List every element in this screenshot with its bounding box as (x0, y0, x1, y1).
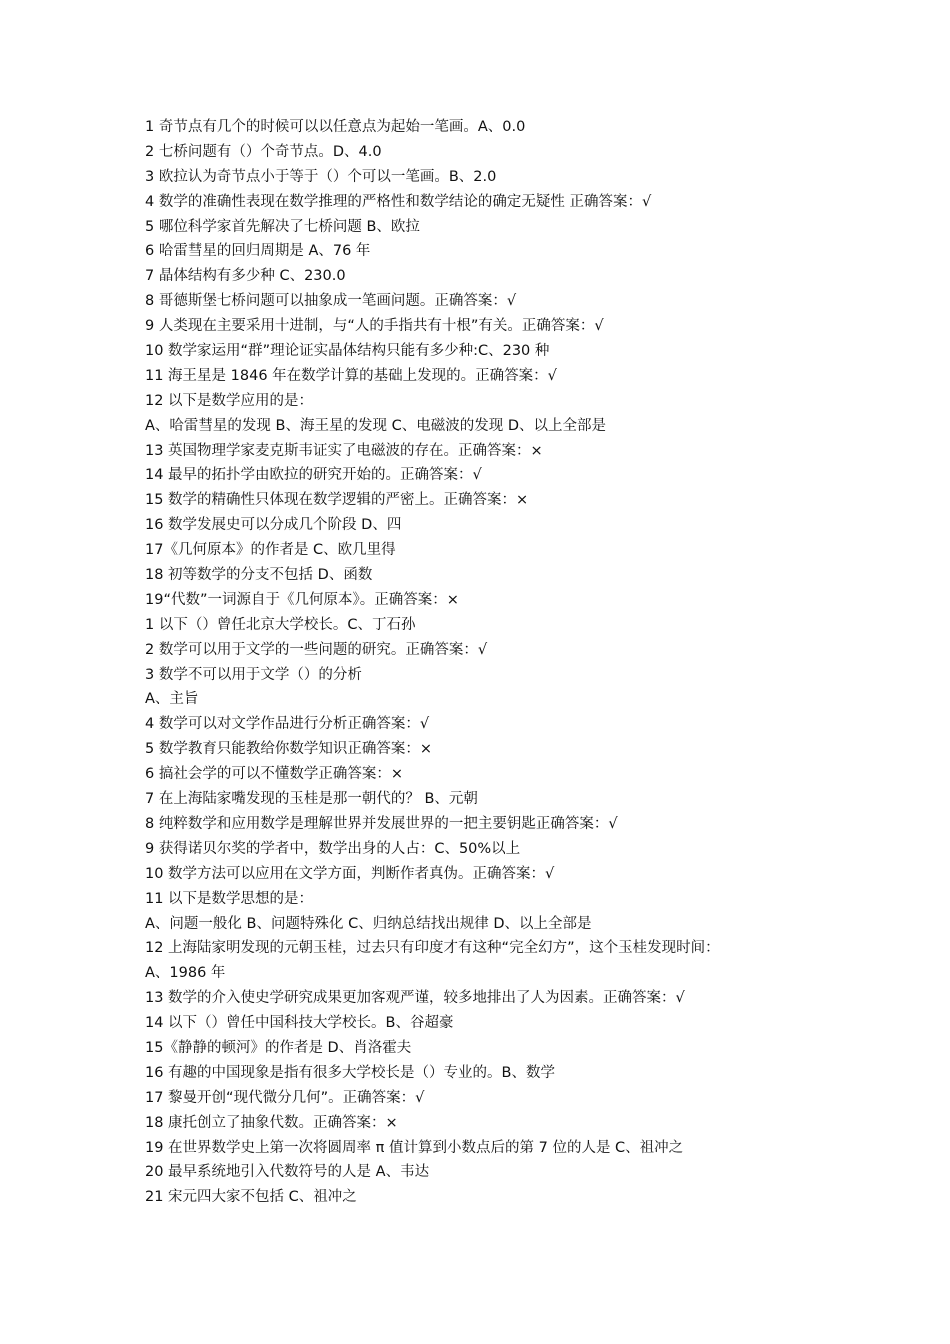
text-line: 2 数学可以用于文学的一些问题的研究。正确答案：√ (145, 641, 488, 658)
text-line: A、问题一般化 B、问题特殊化 C、归纳总结找出规律 D、以上全部是 (145, 915, 592, 932)
text-line: 6 哈雷彗星的回归周期是 A、76 年 (145, 243, 371, 260)
text-line: 18 初等数学的分支不包括 D、函数 (145, 567, 373, 584)
text-line: 9 人类现在主要采用十进制，与“人的手指共有十根”有关。正确答案：√ (145, 318, 604, 335)
text-line: 12 以下是数学应用的是： (145, 392, 314, 409)
text-line: 12 上海陆家明发现的元朝玉桂，过去只有印度才有这种“完全幻方”，这个玉桂发现时间： (145, 940, 720, 957)
text-line: 2 七桥问题有（）个奇节点。D、4.0 (145, 143, 382, 160)
text-line: 4 数学可以对文学作品进行分析正确答案：√ (145, 716, 430, 733)
text-line: 15《静静的顿河》的作者是 D、肖洛霍夫 (145, 1039, 412, 1056)
text-line: 7 晶体结构有多少种 C、230.0 (145, 268, 346, 285)
text-line: A、1986 年 (145, 965, 226, 982)
text-line: 19“代数”一词源自于《几何原本》。正确答案：× (145, 591, 459, 608)
text-line: A、哈雷彗星的发现 B、海王星的发现 C、电磁波的发现 D、以上全部是 (145, 417, 606, 434)
text-line: 17《几何原本》的作者是 C、欧几里得 (145, 542, 396, 559)
text-line: 16 数学发展史可以分成几个阶段 D、四 (145, 517, 402, 534)
text-line: 17 黎曼开创“现代微分几何”。正确答案：√ (145, 1089, 425, 1106)
text-line: 20 最早系统地引入代数符号的人是 A、韦达 (145, 1164, 430, 1181)
text-line: 5 数学教育只能教给你数学知识正确答案：× (145, 741, 432, 758)
text-line: 21 宋元四大家不包括 C、祖冲之 (145, 1189, 357, 1206)
text-line: 19 在世界数学史上第一次将圆周率 π 值计算到小数点后的第 7 位的人是 C、祖冲之 (145, 1139, 684, 1156)
text-line: 8 哥德斯堡七桥问题可以抽象成一笔画问题。正确答案：√ (145, 293, 517, 310)
text-line: 14 最早的拓扑学由欧拉的研究开始的。正确答案：√ (145, 467, 482, 484)
question-list (145, 115, 945, 1210)
text-line: 3 数学不可以用于文学（）的分析 (145, 666, 362, 683)
text-line: 6 搞社会学的可以不懂数学正确答案：× (145, 766, 403, 783)
text-line: 4 数学的准确性表现在数学推理的严格性和数学结论的确定无疑性 正确答案：√ (145, 193, 652, 210)
text-line: 16 有趣的中国现象是指有很多大学校长是（）专业的。B、数学 (145, 1064, 556, 1081)
text-line: 11 以下是数学思想的是： (145, 890, 314, 907)
text-line: 5 哪位科学家首先解决了七桥问题 B、欧拉 (145, 218, 420, 235)
text-line: A、主旨 (145, 691, 199, 708)
text-line: 13 英国物理学家麦克斯韦证实了电磁波的存在。正确答案：× (145, 442, 543, 459)
text-line: 8 纯粹数学和应用数学是理解世界并发展世界的一把主要钥匙正确答案：√ (145, 815, 618, 832)
text-line: 1 以下（）曾任北京大学校长。C、丁石孙 (145, 616, 416, 633)
text-line: 10 数学方法可以应用在文学方面，判断作者真伪。正确答案：√ (145, 865, 555, 882)
text-line: 3 欧拉认为奇节点小于等于（）个可以一笔画。B、2.0 (145, 168, 497, 185)
text-line: 11 海王星是 1846 年在数学计算的基础上发现的。正确答案：√ (145, 367, 557, 384)
text-line: 18 康托创立了抽象代数。正确答案：× (145, 1114, 398, 1131)
text-line: 7 在上海陆家嘴发现的玉桂是那一朝代的？ B、元朝 (145, 791, 478, 808)
text-line: 1 奇节点有几个的时候可以以任意点为起始一笔画。A、0.0 (145, 119, 526, 135)
text-line: 15 数学的精确性只体现在数学逻辑的严密上。正确答案：× (145, 492, 529, 509)
text-line: 10 数学家运用“群”理论证实晶体结构只能有多少种:C、230 种 (145, 343, 550, 360)
text-line: 9 获得诺贝尔奖的学者中，数学出身的人占：C、50%以上 (145, 840, 521, 857)
text-line: 14 以下（）曾任中国科技大学校长。B、谷超豪 (145, 1015, 454, 1032)
text-line: 13 数学的介入使史学研究成果更加客观严谨，较多地排出了人为因素。正确答案：√ (145, 990, 685, 1007)
